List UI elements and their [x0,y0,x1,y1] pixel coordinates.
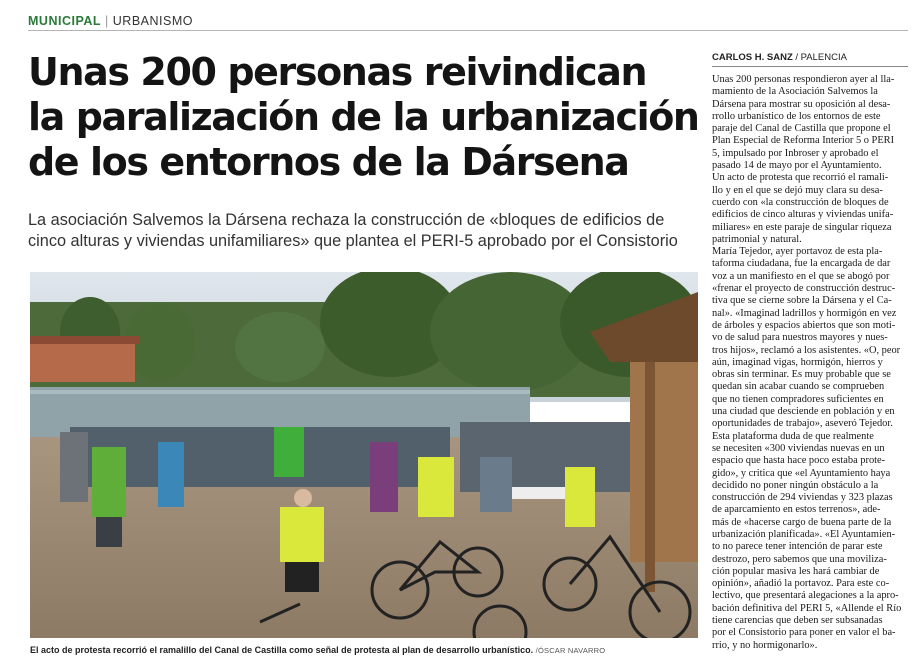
body-line: una ciudad que desciende en población y en [712,406,895,418]
protest-photo-illustration [30,272,698,638]
subsection-label: URBANISMO [112,14,193,28]
header-separator: | [105,14,109,28]
body-line: urbanización planificada». «El Ayuntamien- [712,528,896,540]
body-line: decidido no poner ningún obstáculo a la [712,479,879,491]
body-line: vo de salud para nuestros mayores y nues- [712,332,888,344]
body-line: se necesiten «300 viviendas nuevas en un [712,442,885,454]
body-line: lectivo, que presentará alegaciones a la apro- [712,590,899,602]
deck-line: cinco alturas y viviendas unifamiliares» que plantea el PERI-5 aprobado por el Consistorio [28,232,678,250]
section-label: MUNICIPAL [28,14,102,28]
headline-line: Unas 200 personas reivindican [28,50,647,94]
body-line: 5, impulsado por Inbroser y aprobado el [712,147,879,159]
body-line: obras sin terminar. Es muy probable que se [712,369,891,381]
body-line: miliares» en este paraje de singular riqueza [712,221,892,233]
header-rule [28,30,908,31]
body-line: María Tejedor, ayer portavoz de esta pla- [712,246,883,258]
body-line: to no parece tener intención de parar este [712,541,883,553]
body-line: rrollo urbanístico de los entornos de este [712,110,881,122]
body-line: «frenar el proyecto de construcción destruc- [712,283,896,295]
body-line: Dársena para mostrar su oposición al desa- [712,98,891,110]
body-line: de aparcamiento en estos terrenos», ade- [712,504,881,516]
body-line: oportunidades de trabajo», aseveró Tejedor. [712,418,893,430]
body-line: tiene carencias que deben ser subsanadas [712,615,883,627]
body-line: Esta plataforma duda de que realmente [712,430,874,442]
body-line: rrio, y no hormigonarlo». [712,639,818,651]
body-line: opinión», añadió la portavoz. Para este co- [712,578,890,590]
byline-location: PALENCIA [800,52,847,63]
body-line: gido», y critica que «el Ayuntamiento haya [712,467,891,479]
body-line: cuerdo con «la construcción de bloques de [712,196,889,208]
headline-line: la paralización de la urbanización [28,95,699,139]
deck-line: La asociación Salvemos la Dársena rechaza la construcción de «bloques de edificios de [28,211,665,229]
body-line: que no tienen compradores suficientes en [712,393,884,405]
body-line: pasado 14 de mayo por el Ayuntamiento. [712,160,882,172]
body-line: quedan sin acabar cuando se comprueben [712,381,885,393]
photo-caption [30,645,710,655]
deck-subheadline [28,210,708,252]
body-line: edificios de cinco alturas y viviendas unifa- [712,209,894,221]
article-body [712,74,908,652]
body-line: por el Consistorio para poner en valor el ba- [712,627,896,639]
section-header [28,14,698,34]
body-line: construcción de 294 viviendas y 323 plazas [712,492,893,504]
body-line: Unas 200 personas respondieron ayer al lla- [712,74,895,85]
body-line: paraje del Canal de Castilla que propone el [712,123,891,135]
body-line: taforma ciudadana, fue la encargada de dar [712,258,891,270]
byline-author: CARLOS H. SANZ [712,52,793,63]
caption-text: El acto de protesta recorrió el ramalillo del Canal de Castilla como señal de protesta al plan de desarrollo urbanístico. [30,645,534,655]
body-line: Un acto de protesta que recorrió el ramali- [712,172,889,184]
body-line: nal». «Imaginad ladrillos y hormigón en vez [712,307,897,319]
body-line: llo y en el que se dejó muy clara su desa- [712,184,883,196]
byline-separator: / [795,52,799,63]
body-line: bación definitiva del PERI 5, «Allende el Río [712,602,902,614]
body-line: patrimonial y natural. [712,233,802,245]
photo-credit: /ÓSCAR NAVARRO [535,646,606,655]
body-line: ción popular masiva les hará cambiar de [712,565,880,577]
byline [712,52,908,63]
headline-line: de los entornos de la Dársena [28,140,629,184]
body-line: voz a un manifiesto en el que se abogó por [712,270,890,282]
body-line: aún, imaginad vigas, hormigón, hierros y [712,356,883,368]
body-line: Plan Especial de Reforma Interior 5 o PERI [712,135,895,147]
body-line: más de «hacerse cargo de buena parte de la [712,516,892,528]
headline [28,50,708,185]
body-line: destrozo, pero sabemos que una moviliza- [712,553,887,565]
byline-rule [712,66,908,67]
body-line: espacio que hasta hace poco estaba prote- [712,455,886,467]
body-line: tros hijos», reclamó a los asistentes. «O, peor [712,344,901,356]
body-line: tiva que se cierne sobre la Dársena y el Ca- [712,295,892,307]
protest-photo [30,272,698,638]
body-line: de árboles y espacios abiertos que son moti- [712,319,896,331]
body-line: mamiento de la Asociación Salvemos la [712,86,878,98]
